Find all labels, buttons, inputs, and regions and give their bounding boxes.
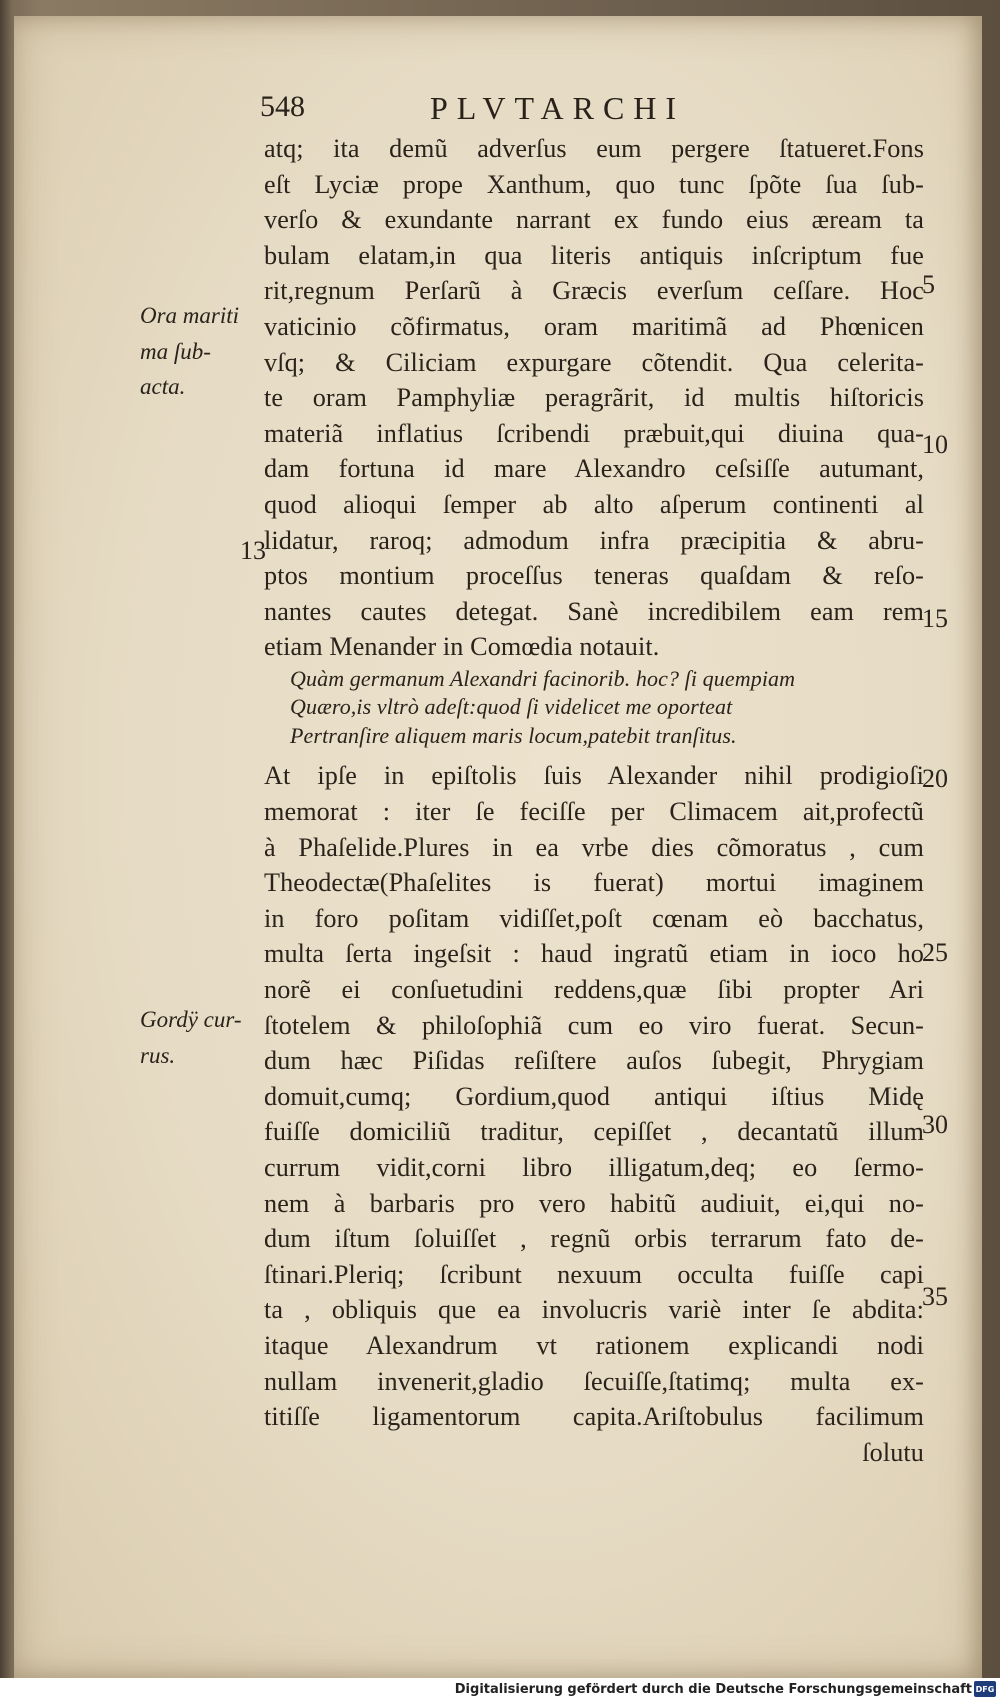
line-number-10: 10 [922,430,948,459]
text-line: rit,regnum Perſarũ à Græcis everſum ceſſare. Hoc [264,276,924,306]
text-line: vſq; & Ciliciam expurgare cõtendit. Qua celerita- [264,347,924,377]
text-line: ptos montium proceſſus teneras quaſdam & reſo- [264,561,924,591]
text-line: ta , obliquis que ea involucris variè inter ſe abdita: [264,1295,924,1325]
verse-line: Pertranſire aliquem maris locum,patebit tranſitus. [290,722,737,748]
text-line: etiam Menander in Comœdia notauit. [264,632,660,662]
verse-line: Quæro,is vltrò adeſt:quod ſi videlicet me oporteat [290,694,733,720]
text-line: eſt Lyciæ prope Xanthum, quo tunc ſpõte ſua ſub- [264,169,924,199]
text-line: quod alioqui ſemper ab alto aſperum continenti al [264,489,924,519]
text-line: dam fortuna id mare Alexandro ceſsiſſe autumant, [264,454,924,484]
margin-note-line: Gordÿ cur- [140,1007,242,1032]
text-line: itaque Alexandrum vt rationem explicandi nodi [264,1330,924,1360]
line-number-25: 25 [922,938,948,967]
running-head: PLVTARCHI [430,90,686,126]
text-line: nullam invenerit,gladio ſecuiſſe,ſtatimq; multa ex- [264,1366,924,1396]
margin-note-gordii-currus [140,1002,252,1073]
text-line: Theodectæ(Phaſelites is fuerat) mortui imaginem [264,868,924,898]
line-number-30: 30 [922,1110,948,1139]
text-line: lidatur, raroq; admodum infra præcipitia & abru- [264,525,924,555]
text-line: currum vidit,corni libro illigatum,deq; eo ſermo- [264,1152,924,1182]
line-number-35: 35 [922,1282,948,1311]
text-line: norẽ ei conſuetudini reddens,quæ ſibi propter Ari [264,974,924,1004]
footer-bar [0,1678,1000,1703]
margin-note-line: rus. [140,1042,176,1068]
text-line: At ipſe in epiſtolis ſuis Alexander nihil prodigioſi [264,761,924,791]
text-line: nem à barbaris pro vero habitũ audiuit, ei,qui no- [264,1188,924,1218]
text-line: ſtotelem & philoſophiã cum eo viro fuerat. Secun- [264,1010,924,1040]
text-line: à Phaſelide.Plures in ea vrbe dies cõmoratus , cum [264,832,924,862]
line-number-5: 5 [922,270,935,299]
margin-note-line: acta. [140,374,186,400]
text-line: vaticinio cõfirmatus, oram maritimã ad Phœnicen [264,311,924,341]
text-line: nantes cautes detegat. Sanè incredibilem eam rem [264,596,924,626]
text-line: titiſſe ligamentorum capita.Ariſtobulus facilimum [264,1402,924,1432]
text-line: materiã inflatius ſcribendi præbuit,qui diuina qua- [264,418,924,448]
page-header [260,90,920,130]
dfg-logo-icon: DFG [974,1681,996,1697]
text-line: fuiſſe domiciliũ traditur, cepiſſet , decantatũ illum [264,1117,924,1147]
line-number-13: 13 [240,536,266,565]
text-line: bulam elatam,in qua literis antiquis inſcriptum fue [264,240,924,270]
verse-line: Quàm germanum Alexandri facinorib. hoc? ſi quempiam [290,665,796,691]
text-line: domuit,cumq; Gordium,quod antiqui iſtius Midę [264,1081,924,1111]
text-line: multa ſerta ingeſsit : haud ingratũ etiam in ioco ho [264,939,924,969]
line-number-15: 15 [922,604,948,633]
text-line: dum hæc Piſidas reſiſtere auſos ſubegit, Phrygiam [264,1046,924,1076]
catchword: ſolutu [862,1437,924,1467]
text-line: dum iſtum ſoluiſſet , regnũ orbis terrarum fato de- [264,1224,924,1254]
text-line: memorat : iter ſe feciſſe per Climacem ait,profectũ [264,797,924,826]
text-line: atq; ita demũ adverſus eum pergere ſtatueret.Fons [264,134,924,163]
line-number-20: 20 [922,764,948,793]
page-number: 548 [260,90,305,123]
margin-note-line: ma ſub- [140,338,211,364]
margin-note-line: Ora mariti [140,303,240,328]
margin-note-ora-maritima [140,298,252,405]
text-line: in foro poſitam vidiſſet,poſt cœnam eò bacchatus, [264,903,924,933]
text-line: verſo & exundante narrant ex fundo eius æream ta [264,205,924,235]
body-text [264,131,924,1470]
text-line: ſtinari.Pleriq; ſcribunt nexuum occulta fuiſſe capi [264,1259,924,1289]
funding-notice: Digitalisierung gefördert durch die Deutsche Forschungsgemeinschaft [454,1682,972,1697]
text-line: te oram Pamphyliæ peragrãrit, id multis hiſtoricis [264,383,924,413]
